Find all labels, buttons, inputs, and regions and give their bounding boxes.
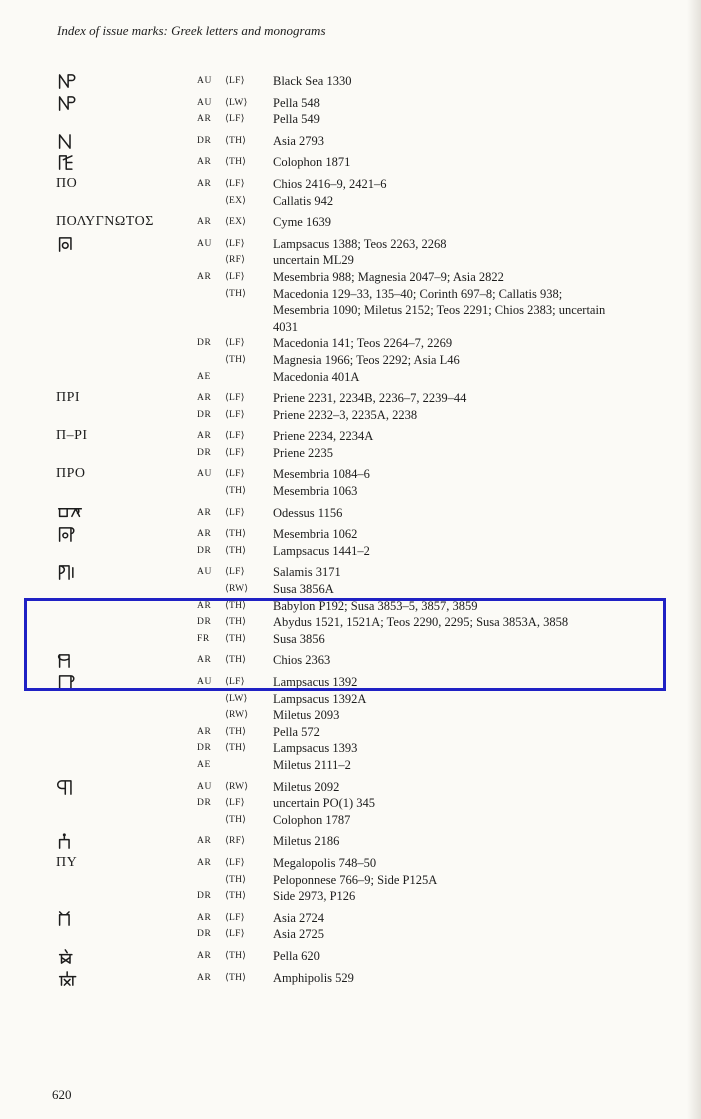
entry-line xyxy=(0,564,701,581)
index-entry xyxy=(0,214,701,231)
entry-line xyxy=(0,707,701,724)
metal-code: AR xyxy=(197,157,212,168)
metal-code: AR xyxy=(197,912,212,923)
reference-text: Salamis 3171 xyxy=(273,565,341,580)
entry-line xyxy=(0,483,701,500)
entry-line xyxy=(0,176,701,193)
metal-code: AR xyxy=(197,393,212,404)
entry-line xyxy=(0,154,701,171)
index-entry xyxy=(0,779,701,829)
monogram-pi-omicron-rho-icon xyxy=(56,526,84,543)
reference-text: Macedonia 129–33, 135–40; Corinth 697–8; Callatis 938; xyxy=(273,286,563,301)
reference-text: Lampsacus 1392A xyxy=(273,691,367,706)
monogram-nu-rho-icon xyxy=(56,95,84,112)
reference-text: Lampsacus 1393 xyxy=(273,741,358,756)
entry-line xyxy=(0,581,701,598)
reference-text: Macedonia 401A xyxy=(273,369,360,384)
reference-text: Mesembria 1090; Miletus 2152; Teos 2291; Chios 2383; uncertain xyxy=(273,303,606,318)
monogram-pi-epsilon-icon xyxy=(56,154,84,171)
index-entry xyxy=(0,73,701,90)
group-code: ⟨LF⟩ xyxy=(225,798,245,809)
group-code: ⟨TH⟩ xyxy=(225,743,247,754)
index-entry xyxy=(0,466,701,499)
group-code: ⟨LF⟩ xyxy=(225,409,245,420)
reference-text: Abydus 1521, 1521A; Teos 2290, 2295; Susa 3853A, 3858 xyxy=(273,615,569,630)
metal-code xyxy=(197,352,225,369)
index-entry xyxy=(0,505,701,522)
reference-text: Susa 3856A xyxy=(273,582,334,597)
index-entry xyxy=(0,154,701,171)
reference-text: uncertain ML29 xyxy=(273,253,354,268)
group-code: ⟨LF⟩ xyxy=(225,567,245,578)
group-code: ⟨LF⟩ xyxy=(225,677,245,687)
index-entry xyxy=(0,948,701,965)
monogram-pi-omicron-rho-ligature-icon xyxy=(56,505,84,522)
metal-code xyxy=(197,872,225,889)
group-code: ⟨TH⟩ xyxy=(225,874,247,885)
entry-line xyxy=(0,95,701,112)
group-code: ⟨LF⟩ xyxy=(225,912,245,923)
monogram-pi-omicron-icon xyxy=(56,236,84,253)
reference-text: Miletus 2111–2 xyxy=(273,757,351,772)
reference-text: Cyme 1639 xyxy=(273,215,331,230)
group-code: ⟨TH⟩ xyxy=(225,950,247,961)
group-code: ⟨TH⟩ xyxy=(225,354,247,365)
group-code: ⟨TH⟩ xyxy=(225,135,247,146)
reference-text: Priene 2232–3, 2235A, 2238 xyxy=(273,407,418,422)
group-code: ⟨EX⟩ xyxy=(225,195,247,206)
reference-text: Colophon 1871 xyxy=(273,155,351,170)
reference-text: Mesembria 1063 xyxy=(273,484,358,499)
index-entry xyxy=(0,133,701,150)
monogram-nu-rho-icon xyxy=(56,73,84,90)
entry-line xyxy=(0,466,701,483)
metal-code: AR xyxy=(197,114,212,125)
entry-line xyxy=(0,795,701,812)
issue-mark-text: ΠΡΙ xyxy=(56,390,81,406)
metal-code: AR xyxy=(197,271,212,282)
entry-line xyxy=(0,111,701,128)
entry-line xyxy=(0,286,701,303)
index-entry xyxy=(0,428,701,461)
entry-line xyxy=(0,193,701,210)
metal-code: AR xyxy=(197,836,212,847)
monogram-pi-chi-icon xyxy=(56,948,84,965)
metal-code: FR xyxy=(197,633,210,644)
reference-text: Mesembria 1062 xyxy=(273,527,358,542)
group-code: ⟨TH⟩ xyxy=(225,726,247,737)
reference-text: Babylon P192; Susa 3853–5, 3857, 3859 xyxy=(273,598,478,613)
metal-code: AR xyxy=(197,507,212,518)
page-number: 620 xyxy=(52,1087,72,1102)
metal-code: AR xyxy=(197,857,212,868)
metal-code: DR xyxy=(197,798,212,809)
group-code: ⟨LW⟩ xyxy=(225,693,248,704)
index-entry xyxy=(0,176,701,209)
entry-line xyxy=(0,133,701,150)
reference-text: Priene 2234, 2234A xyxy=(273,429,374,444)
group-code: ⟨LF⟩ xyxy=(225,178,245,189)
group-code: ⟨LF⟩ xyxy=(225,929,245,940)
reference-text: Pella 620 xyxy=(273,948,320,963)
metal-code: AR xyxy=(197,178,212,189)
group-code: ⟨LF⟩ xyxy=(225,447,245,458)
metal-code xyxy=(197,581,225,598)
group-code: ⟨LW⟩ xyxy=(225,97,248,108)
reference-text: 4031 xyxy=(273,319,298,334)
metal-code: AR xyxy=(197,726,212,737)
highlight-box xyxy=(24,598,666,691)
metal-code: AU xyxy=(197,677,212,687)
entry-line xyxy=(0,543,701,560)
metal-code: AR xyxy=(197,529,212,540)
metal-code xyxy=(197,691,225,708)
index-entry xyxy=(0,236,701,385)
group-code: ⟨LF⟩ xyxy=(225,338,245,349)
metal-code xyxy=(197,483,225,500)
reference-text: Odessus 1156 xyxy=(273,505,343,520)
entry-line xyxy=(0,948,701,965)
metal-code xyxy=(197,812,225,829)
reference-text: Lampsacus 1388; Teos 2263, 2268 xyxy=(273,236,447,251)
group-code: ⟨TH⟩ xyxy=(225,814,247,825)
metal-code: AE xyxy=(197,759,211,770)
entry-line xyxy=(0,779,701,796)
reference-text: Asia 2793 xyxy=(273,133,325,148)
entry-line xyxy=(0,73,701,90)
index-entry xyxy=(0,833,701,850)
reference-text: Miletus 2092 xyxy=(273,779,340,794)
index-entry xyxy=(0,526,701,559)
metal-code xyxy=(197,286,225,303)
reference-text: Mesembria 988; Magnesia 2047–9; Asia 2822 xyxy=(273,269,504,284)
group-code: ⟨TH⟩ xyxy=(225,655,247,666)
metal-code: DR xyxy=(197,929,212,940)
group-code: ⟨LF⟩ xyxy=(225,271,245,282)
group-code: ⟨RF⟩ xyxy=(225,255,246,266)
group-code: ⟨TH⟩ xyxy=(225,617,247,628)
monogram-pi-tau-chi-icon xyxy=(56,970,84,987)
reference-text: Black Sea 1330 xyxy=(273,74,352,88)
issue-mark-text: ΠΟΛΥΓΝΩΤΟΣ xyxy=(56,214,154,230)
reference-text: Amphipolis 529 xyxy=(273,970,354,985)
reference-text: Priene 2235 xyxy=(273,445,334,460)
reference-text: Asia 2724 xyxy=(273,910,325,925)
entry-line xyxy=(0,369,701,386)
metal-code: DR xyxy=(197,338,212,349)
entry-line xyxy=(0,302,701,319)
metal-code: AR xyxy=(197,600,212,611)
metal-code xyxy=(197,252,225,269)
group-code xyxy=(225,319,273,336)
entry-line xyxy=(0,526,701,543)
entry-line xyxy=(0,970,701,987)
index-entry xyxy=(0,95,701,128)
issue-mark-text: ΠΟ xyxy=(56,175,78,191)
reference-text: Priene 2231, 2234B, 2236–7, 2239–44 xyxy=(273,391,467,406)
group-code: ⟨TH⟩ xyxy=(225,157,247,168)
reference-text: Macedonia 141; Teos 2264–7, 2269 xyxy=(273,336,453,351)
entry-line xyxy=(0,319,701,336)
group-code: ⟨LF⟩ xyxy=(225,469,245,480)
entry-line xyxy=(0,252,701,269)
group-code: ⟨RF⟩ xyxy=(225,836,246,847)
group-code: ⟨TH⟩ xyxy=(225,529,247,540)
monogram-nu-icon xyxy=(56,133,84,150)
entry-line xyxy=(0,335,701,352)
metal-code: AR xyxy=(197,950,212,961)
metal-code xyxy=(197,193,225,210)
metal-code xyxy=(197,302,225,319)
metal-code: DR xyxy=(197,135,212,146)
metal-code: DR xyxy=(197,545,212,556)
entry-line xyxy=(0,505,701,522)
reference-text: Chios 2363 xyxy=(273,653,331,668)
group-code: ⟨TH⟩ xyxy=(225,545,247,556)
entry-line xyxy=(0,888,701,905)
metal-code: AR xyxy=(197,655,212,666)
index-entry xyxy=(0,910,701,943)
entry-line xyxy=(0,724,701,741)
entry-line xyxy=(0,910,701,927)
entry-line xyxy=(0,352,701,369)
entry-line xyxy=(0,740,701,757)
group-code: ⟨LF⟩ xyxy=(225,393,245,404)
monogram-rho-pi-icon xyxy=(56,779,84,796)
group-code: ⟨LF⟩ xyxy=(225,238,245,249)
metal-code: DR xyxy=(197,743,212,754)
group-code: ⟨TH⟩ xyxy=(225,891,247,902)
group-code: ⟨LF⟩ xyxy=(225,857,245,868)
entry-line xyxy=(0,428,701,445)
entry-line xyxy=(0,757,701,774)
reference-text: Lampsacus 1392 xyxy=(273,675,358,689)
page-heading: Index of issue marks: Greek letters and monograms xyxy=(57,23,326,38)
entry-line xyxy=(0,833,701,850)
monogram-pi-upsilon-icon xyxy=(56,910,84,927)
reference-text: Megalopolis 748–50 xyxy=(273,855,377,870)
entry-line xyxy=(0,855,701,872)
group-code: ⟨TH⟩ xyxy=(225,600,247,611)
reference-text: Chios 2416–9, 2421–6 xyxy=(273,176,387,191)
reference-text: uncertain PO(1) 345 xyxy=(273,796,376,811)
metal-code: DR xyxy=(197,891,212,902)
entry-line xyxy=(0,872,701,889)
group-code xyxy=(225,369,273,386)
index-entry xyxy=(0,970,701,987)
reference-text: Susa 3856 xyxy=(273,631,325,646)
group-code: ⟨EX⟩ xyxy=(225,217,247,228)
metal-code: AR xyxy=(197,972,212,983)
metal-code: AR xyxy=(197,431,212,442)
group-code: ⟨RW⟩ xyxy=(225,584,249,595)
reference-text: Pella 548 xyxy=(273,95,320,110)
monogram-pi-iota-dot-icon xyxy=(56,833,84,850)
metal-code: DR xyxy=(197,617,212,628)
metal-code: AE xyxy=(197,371,211,382)
metal-code: AU xyxy=(197,567,212,578)
reference-text: Pella 572 xyxy=(273,724,320,739)
entry-line xyxy=(0,691,701,708)
entry-line xyxy=(0,926,701,943)
index-entry xyxy=(0,390,701,423)
issue-mark-text: ΠΥ xyxy=(56,854,78,870)
reference-text: Pella 549 xyxy=(273,112,320,127)
reference-text: Lampsacus 1441–2 xyxy=(273,543,370,558)
entry-line xyxy=(0,407,701,424)
group-code xyxy=(225,302,273,319)
group-code: ⟨RW⟩ xyxy=(225,781,249,792)
group-code: ⟨RW⟩ xyxy=(225,710,249,721)
index-entry xyxy=(0,855,701,905)
reference-text: Miletus 2186 xyxy=(273,834,340,849)
reference-text: Callatis 942 xyxy=(273,193,334,208)
metal-code xyxy=(197,319,225,336)
reference-text: Side 2973, P126 xyxy=(273,889,356,904)
monogram-pi-rho-iota-icon xyxy=(56,564,84,581)
issue-mark-text: Π–ΡΙ xyxy=(56,428,88,444)
reference-text: Magnesia 1966; Teos 2292; Asia L46 xyxy=(273,352,460,367)
group-code: ⟨LF⟩ xyxy=(225,76,245,86)
metal-code: AR xyxy=(197,217,212,228)
entry-line xyxy=(0,390,701,407)
entry-line xyxy=(0,445,701,462)
entry-line xyxy=(0,269,701,286)
group-code: ⟨TH⟩ xyxy=(225,288,247,299)
entry-line xyxy=(0,812,701,829)
entry-line xyxy=(0,236,701,253)
group-code: ⟨LF⟩ xyxy=(225,431,245,442)
reference-text: Mesembria 1084–6 xyxy=(273,467,370,482)
reference-text: Peloponnese 766–9; Side P125A xyxy=(273,872,438,887)
group-code xyxy=(225,757,273,774)
reference-text: Colophon 1787 xyxy=(273,812,351,827)
group-code: ⟨LF⟩ xyxy=(225,114,245,125)
reference-text: Miletus 2093 xyxy=(273,708,340,723)
index-entries xyxy=(0,73,701,991)
group-code: ⟨TH⟩ xyxy=(225,486,247,497)
group-code: ⟨TH⟩ xyxy=(225,633,247,644)
metal-code: AU xyxy=(197,97,212,108)
metal-code: AU xyxy=(197,76,212,86)
metal-code xyxy=(197,707,225,724)
group-code: ⟨LF⟩ xyxy=(225,507,245,518)
metal-code: DR xyxy=(197,409,212,420)
group-code: ⟨TH⟩ xyxy=(225,972,247,983)
metal-code: AU xyxy=(197,238,212,249)
metal-code: DR xyxy=(197,447,212,458)
issue-mark-text: ΠΡΟ xyxy=(56,466,86,482)
metal-code: AU xyxy=(197,781,212,792)
metal-code: AU xyxy=(197,469,212,480)
reference-text: Asia 2725 xyxy=(273,927,325,942)
